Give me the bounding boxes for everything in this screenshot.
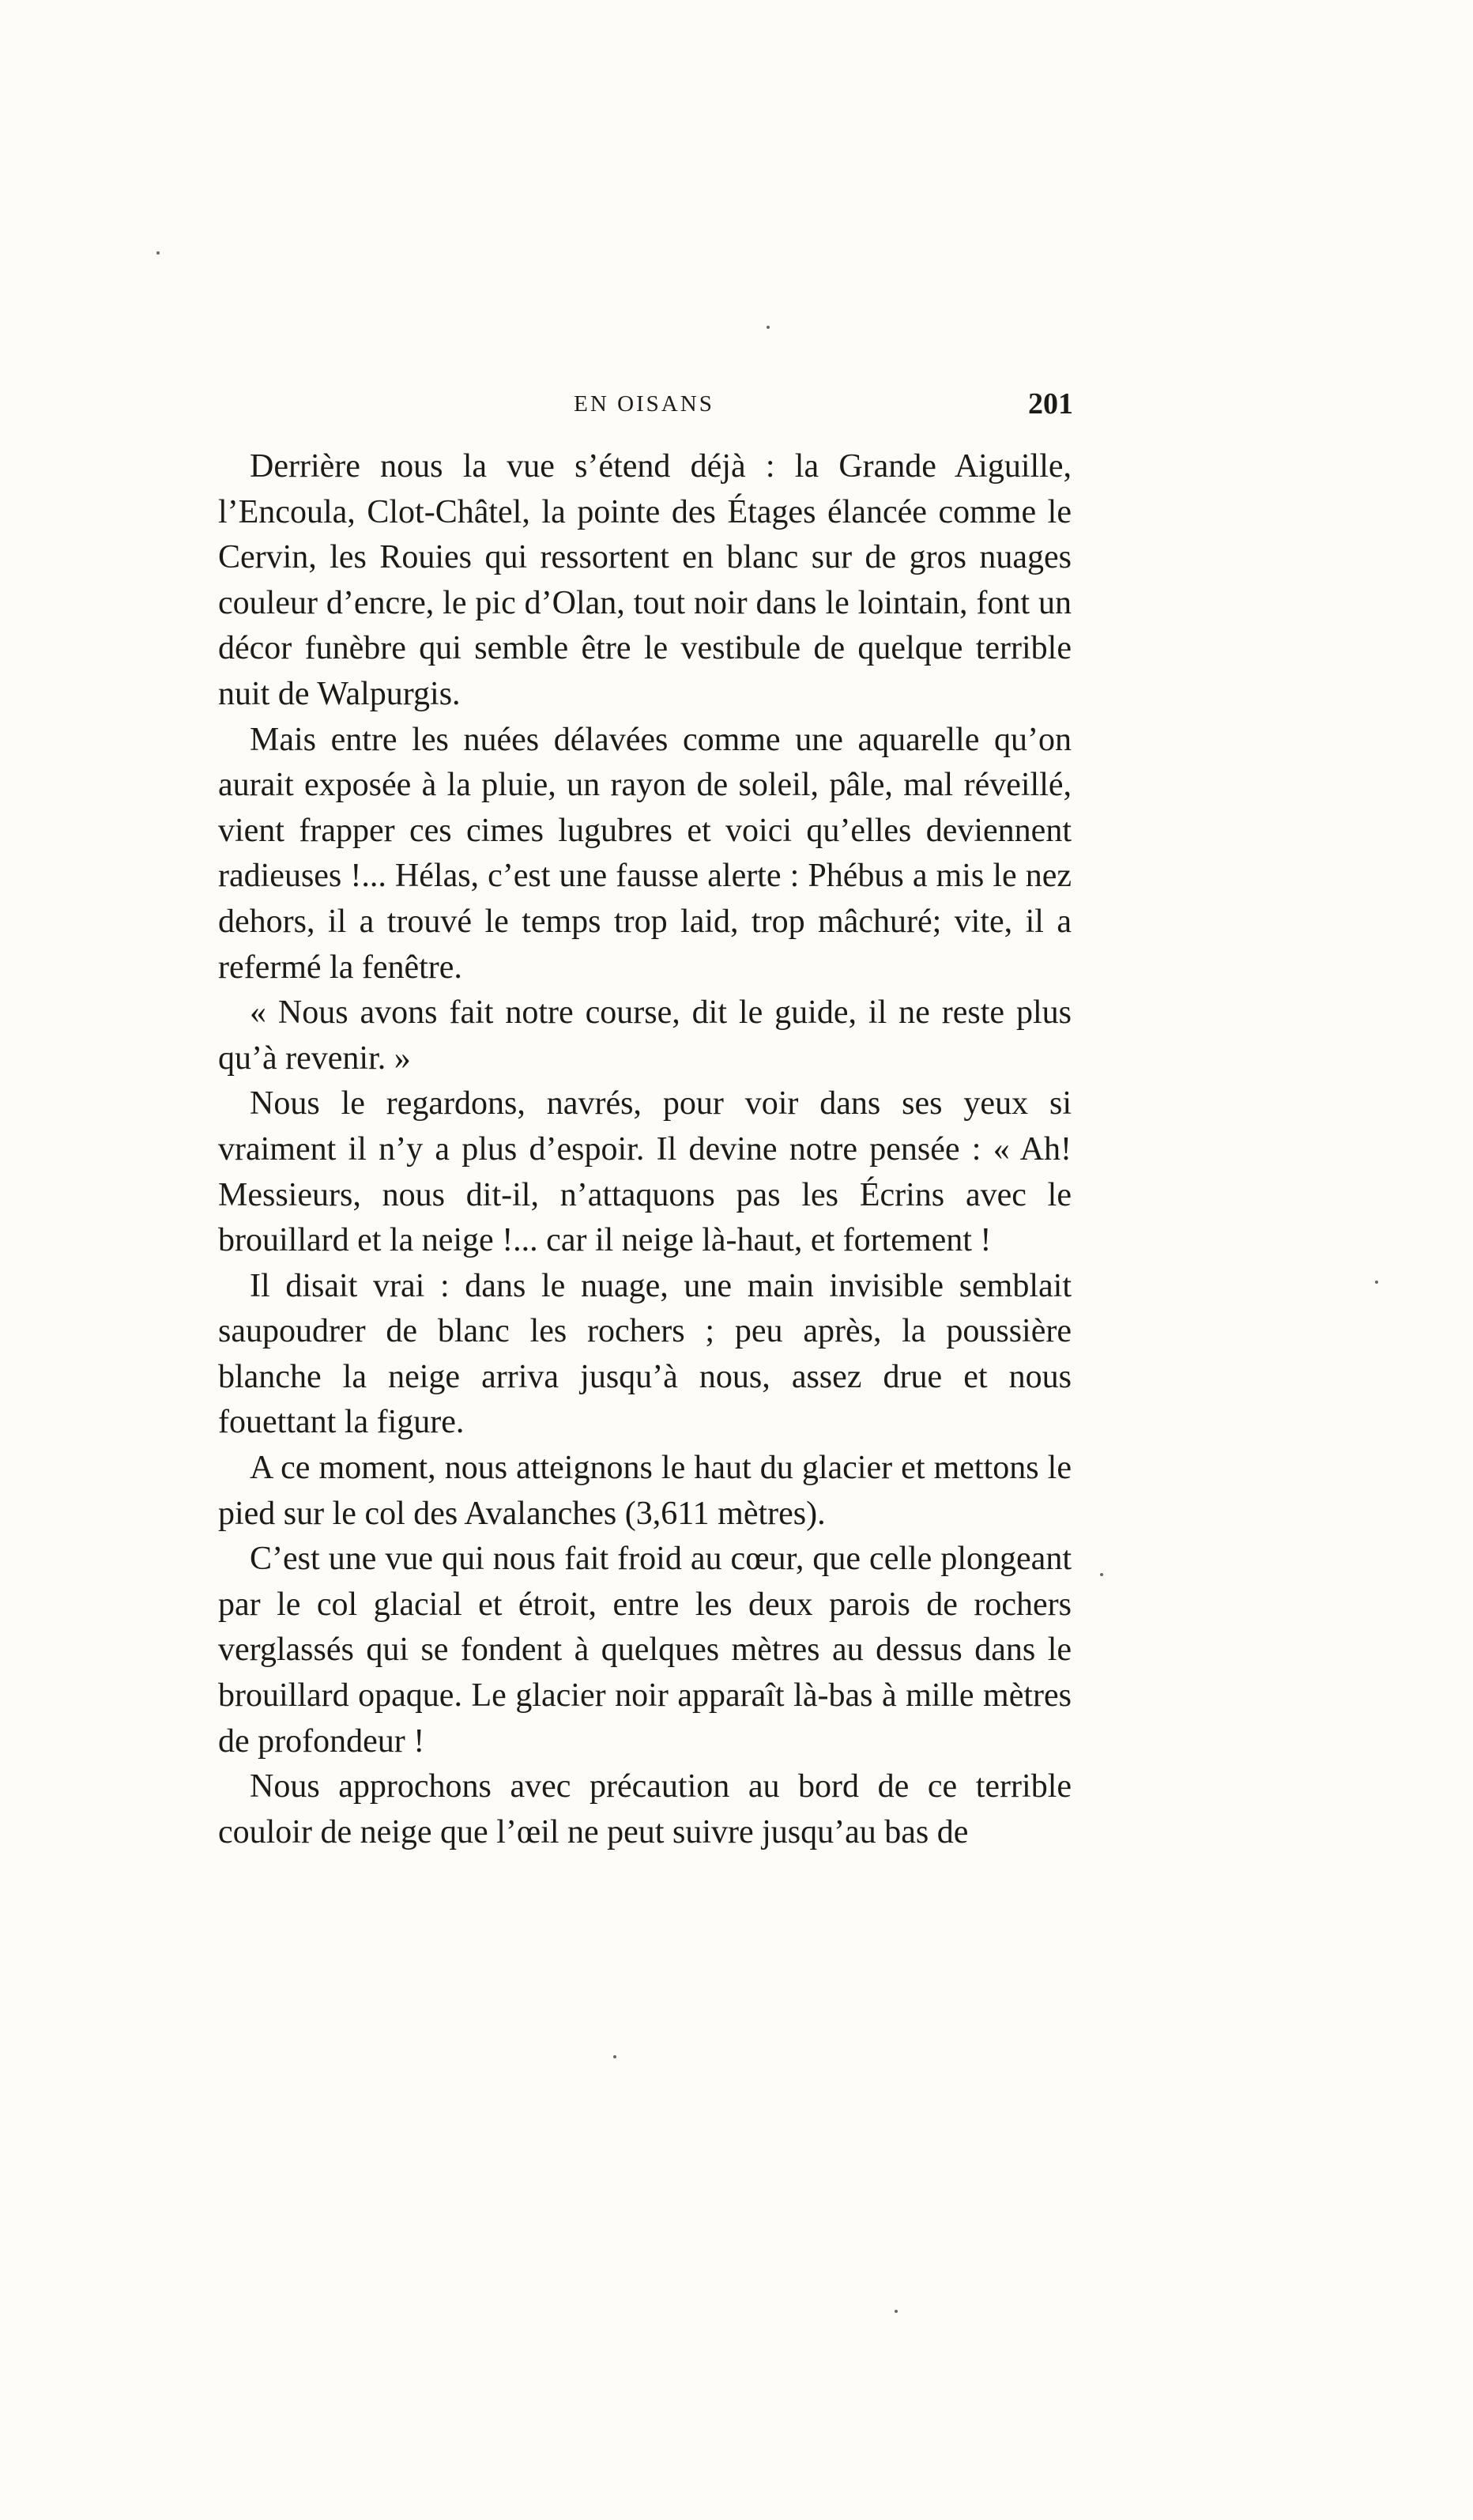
body-text — [218, 444, 1072, 1855]
paragraph-7: C’est une vue qui nous fait froid au cœur, que celle plongeant par le col glacial et étroit, entre les deux parois de rochers verglassés qui se fondent à quelques mètres au dessus dans le brouillard opaque. Le glacier noir apparaît là-bas à mille mètres de profondeur ! — [218, 1541, 1072, 1760]
paper-speck — [156, 251, 160, 255]
paper-speck — [767, 326, 770, 329]
paragraph-3: « Nous avons fait notre course, dit le guide, il ne reste plus qu’à revenir. » — [218, 994, 1072, 1077]
page-number: 201 — [1028, 387, 1073, 421]
running-head — [215, 384, 1073, 424]
paper-speck — [1375, 1281, 1378, 1284]
paper-speck — [613, 2055, 616, 2058]
paragraph-5: Il disait vrai : dans le nuage, une main invisible semblait saupoudrer de blanc les rochers ; peu après, la poussière blanche la neige arriva jusqu’à nous, assez drue et nous fouettant la figure. — [218, 1267, 1072, 1441]
running-title: EN OISANS — [574, 391, 714, 417]
paragraph-1: Derrière nous la vue s’étend déjà : la Grande Aiguille, l’Encoula, Clot-Châtel, la pointe des Étages élancée comme le Cervin, les Rouies qui ressortent en blanc sur de gros nuages couleur d’encre, le pic d’Olan, tout noir dans le lointain, font un décor funèbre qui semble être le vestibule de quelque terrible nuit de Walpurgis. — [218, 448, 1072, 712]
paper-speck — [895, 2310, 898, 2313]
paper-speck — [1100, 1573, 1103, 1576]
paragraph-4: Nous le regardons, navrés, pour voir dans ses yeux si vraiment il n’y a plus d’espoir. Il devine notre pensée : « Ah! Messieurs, nous dit-il, n’attaquons pas les Écrins avec le brouillard et la neige !... car il neige là-haut, et fortement ! — [218, 1085, 1072, 1259]
paragraph-2: Mais entre les nuées délavées comme une aquarelle qu’on aurait exposée à la pluie, un rayon de soleil, pâle, mal réveillé, vient frapper ces cimes lugubres et voici qu’elles deviennent radieuses !... Hélas, c’est une fausse alerte : Phébus a mis le nez dehors, il a trouvé le temps trop laid, trop mâchuré; vite, il a refermé la fenêtre. — [218, 721, 1072, 986]
paragraph-8: Nous approchons avec précaution au bord de ce terrible couloir de neige que l’œil ne peut suivre jusqu’au bas de — [218, 1768, 1072, 1850]
paragraph-6: A ce moment, nous atteignons le haut du glacier et mettons le pied sur le col des Avalanches (3,611 mètres). — [218, 1450, 1072, 1532]
